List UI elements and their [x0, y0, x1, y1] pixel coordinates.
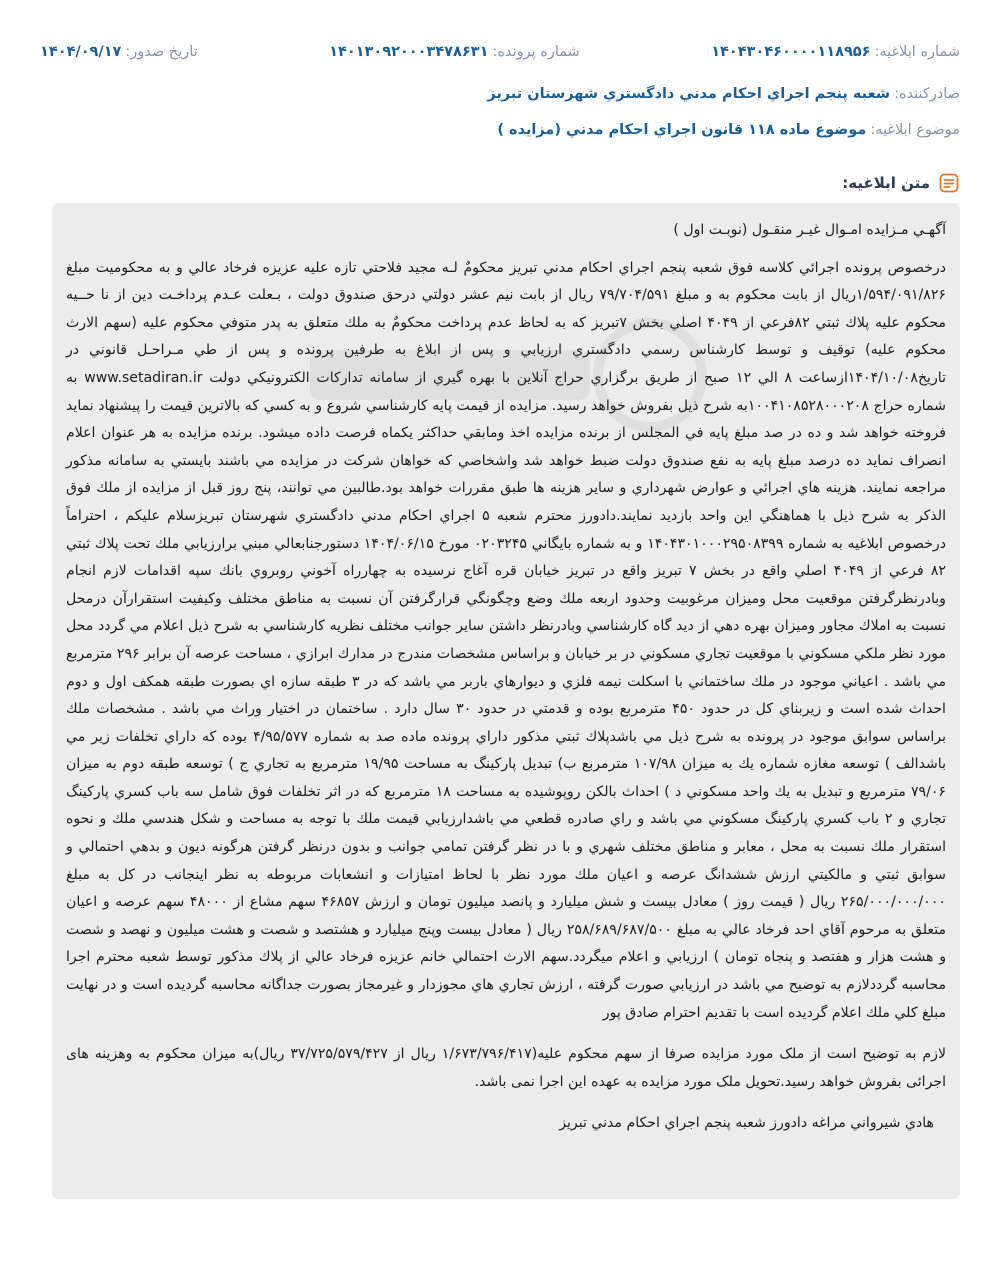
subject-value: موضوع ماده ۱۱۸ قانون اجراي احكام مدني (مزايده ) [497, 122, 867, 138]
subject-label: موضوع ابلاغیه: [870, 122, 960, 138]
notice-text-box [52, 203, 960, 1199]
notice-text-heading [842, 172, 960, 194]
issue-date [40, 44, 198, 60]
issuer-row [40, 86, 960, 102]
notice-note: لازم به توضيح است از ملک مورد مزایده صرفا از سهم محکوم علیه(۱/۶۷۳/۷۹۶/۴۱۷ ریال از ۳۷/۷۲۵/۵۷۹/۴۲۷ ریال)به میزان محکوم به وهزینه های اجرائی بفروش خواهد رسید.تحویل ملک مورد مزایده به عهده این اجرا نمی باشد. [66, 1046, 946, 1090]
issue-date-label: تاریخ صدور: [125, 44, 198, 60]
notice-signature: هادي شيرواني مراغه دادورز شعبه پنجم اجراي احكام مدني تبريز [559, 1115, 934, 1132]
notice-number-value: ۱۴۰۴۳۰۴۶۰۰۰۰۱۱۸۹۵۶ [711, 44, 871, 60]
issuer-label: صادرکننده: [894, 86, 960, 102]
issue-date-value: ۱۴۰۴/۰۹/۱۷ [40, 44, 122, 60]
notice-title: آگهـي مـزايده امـوال غيـر منقـول (نوبـت اول ) [673, 222, 946, 238]
case-number [329, 44, 580, 60]
notice-body: درخصوص پرونده اجرائي كلاسه فوق شعبه پنجم اجراي احكام مدني تبريز محكومٌ لـه مجيد فلاحتي تازه عليه عزيزه فرخاد عالي و به محكوميت مبلغ ۱/۵۹۴/۰۹۱/۸۲۶ريال از بابت محكوم به و مبلغ ۷۹/۷۰۴/۵۹۱ ريال از بابت نيم عشر دولتي درحق صندوق دولت ، بـعلت عـدم پرداخـت دين از نا حــيه محكوم عليه پلاك ثبتي ۸۲فرعي از ۴۰۴۹ اصلي بخش ۷تبريز كه به لحاظ عدم پرداخت محكومٌ به ملك متعلق به پدر متوفي محكوم عليه (سهم الارث محكوم عليه) توقيف و توسط كارشناس رسمي دادگستري ارزيابي و پس از ابلاغ به طرفين پرونده و پس از طي مـراحـل قانوني در تاريخ۱۴۰۴/۱۰/۰۸ازساعت ۸ الي ۱۲ صبح از طريق برگزاري حراج آنلاين با بهره گيري از سامانه تداركات الكترونيكي دولت www.setadiran.ir به شماره حراج ۱۰۰۴۱۰۸۵۲۸۰۰۰۲۰۸به شرح ذيل بفروش خواهد رسيد. مزايده از قيمت پايه كارشناسي شروع و به كسي كه بالاترين قيمت را پيشنهاد نمايد فروخته خواهد شد و ده در صد مبلغ پايه في المجلس از برنده مزايده اخذ ومابقي حداكثر يكماه فرصت داده ميشود. برنده مزايده به هر عنوان اعلام انصراف نمايد ده درصد مبلغ پايه به نفع صندوق دولت ضبط خواهد شد واشخاصي كه خواهان شركت در مزايده مي باشند بايستي به سامانه مذكور مراجعه نمايند. هزينه هاي اجرائي و عوارض شهرداري و ساير هزينه ها طبق مقررات خواهد بود.طالبين مي توانند، پنج روز قبل از مزايده از ملك فوق الذكر به شرح ذيل با هماهنگي اين واحد بازديد نمايند.دادورز محترم شعبه ۵ اجراي احكام مدني دادگستري شهرستان تبريزسلام عليكم ، احتراماً درخصوص ابلاغيه به شماره ۱۴۰۴۳۰۱۰۰۰۲۹۵۰۸۳۹۹ و به شماره بايگاني ۰۲۰۳۲۴۵ مورخ ۱۴۰۴/۰۶/۱۵ دستورجنابعالي مبني برارزيابي ملك تحت پلاك ثبتي ۸۲ فرعي از ۴۰۴۹ اصلي واقع در بخش ۷ تبريز واقع در تبريز خيابان قره آغاج نرسيده به چهارراه آخوني روبروي بانك سپه اقدامات لازم انجام وبادرنظرگرفتن موقعيت محل وميزان مرغوبيت وحدود اربعه ملك وضع وچگونگي قرارگرفتن آن نسبت به مناطق مختلف وكيفيت استقرارآن درمحل نسبت به املاك مجاور وميزان بهره دهي از ديد گاه كارشناسي وبادرنظر داشتن ساير جوانب مختلف نظريه كارشناسي به شرح ذيل اعلام مي گردد محل مورد نظر ملكي مسكوني با موقعيت تجاري مسكوني در بر خيابان و براساس مشخصات مندرج در مدارك ابرازي ، مساحت عرصه آن برابر ۲۹۶ مترمربع مي باشد . اعياني موجود در ملك ساختماني با اسكلت نيمه فلزي و ديوارهاي باربر مي باشد كه در ۳ طبقه سازه اي بصورت طبقه همكف اول و دوم احداث شده است و زيربناي كل در حدود ۴۵۰ مترمربع بوده و قدمتي در حدود ۳۰ سال دارد . ساختمان در اختيار وراث مي باشد . مشخصات ملك براساس سوابق موجود در پرونده به شرح ذيل مي باشدپلاك ثبتي مذكور داراي پرونده ماده صد به شماره ۴/۹۵/۵۷۷ بوده كه داراي تخلفات زير مي باشدالف ) توسعه مغازه شماره يك به ميزان ۱۰۷/۹۸ مترمربع ب) تبديل پاركينگ به مساحت ۱۹/۹۵ مترمربع به تجاري ج ) توسعه طبقه دوم به ميزان ۷۹/۰۶ مترمربع و تبديل به يك واحد مسكوني د ) احداث بالكن روپوشيده به مساحت ۱۸ مترمربع كه در اثر تخلفات فوق شامل سه باب كسري پاركينگ تجاري و ۲ باب كسري پاركينگ مسكوني مي باشد و راي صادره قطعي مي باشدارزيابي قيمت ملك با توجه به مساحت و شكل هندسي ملك و نحوه استقرار ملك نسبت به محل ، معابر و مناطق مختلف شهري و با در نظر گرفتن تمامي جوانب و بدون درنظر گرفتن هرگونه ديون و بدهي احتمالي و سوابق ثبتي و مالكيتي ارزش ششدانگ عرصه و اعيان ملك مورد نظر با لحاظ امتيازات و انشعابات مربوطه به نظر اينجانب در كل به مبلغ ۲۶۵/۰۰۰/۰۰۰/۰۰۰ ريال ( قيمت روز ) معادل بيست و شش ميليارد و پانصد ميليون تومان و ارزش ۴۶۸۵۷ سهم مشاع از ۴۸۰۰۰ سهم عرصه و اعيان متعلق به مرحوم آقاي احد فرخاد عالي به مبلغ ۲۵۸/۶۸۹/۶۸۷/۵۰۰ ريال ( معادل بيست وپنج ميليارد و هشتصد و شصت و هشت ميليون و نهصد و شصت و هشت هزار و هفتصد و پنجاه تومان ) ارزيابي و اعلام ميگردد.سهم الارث احتمالي خانم عزيزه فرخاد عالي از پلاك مذكور توسط شعبه محترم اجرا محاسبه گرددلازم به توضيح مي باشد در ارزيابي صورت گرفته ، ارزش تجاري هاي مجوزدار و غيرمجاز بصورت جداگانه محاسبه گرديده است و در نهايت مبلغ كلي ملك اعلام گرديده است با تقديم احترام صادق پور [66, 259, 947, 1021]
notice-number [711, 44, 960, 60]
case-number-label: شماره پرونده: [492, 44, 580, 60]
notice-number-label: شماره ابلاغیه: [874, 44, 960, 60]
notice-text-icon [938, 172, 960, 194]
notice-meta-row [40, 44, 960, 60]
notice-text-title: متن ابلاغیه: [842, 174, 930, 192]
issuer-value: شعبه پنجم اجراي احكام مدني دادگستري شهرستان تبريز [487, 86, 891, 102]
subject-row [40, 122, 960, 138]
case-number-value: ۱۴۰۱۳۰۹۲۰۰۰۳۴۷۸۶۳۱ [329, 44, 489, 60]
